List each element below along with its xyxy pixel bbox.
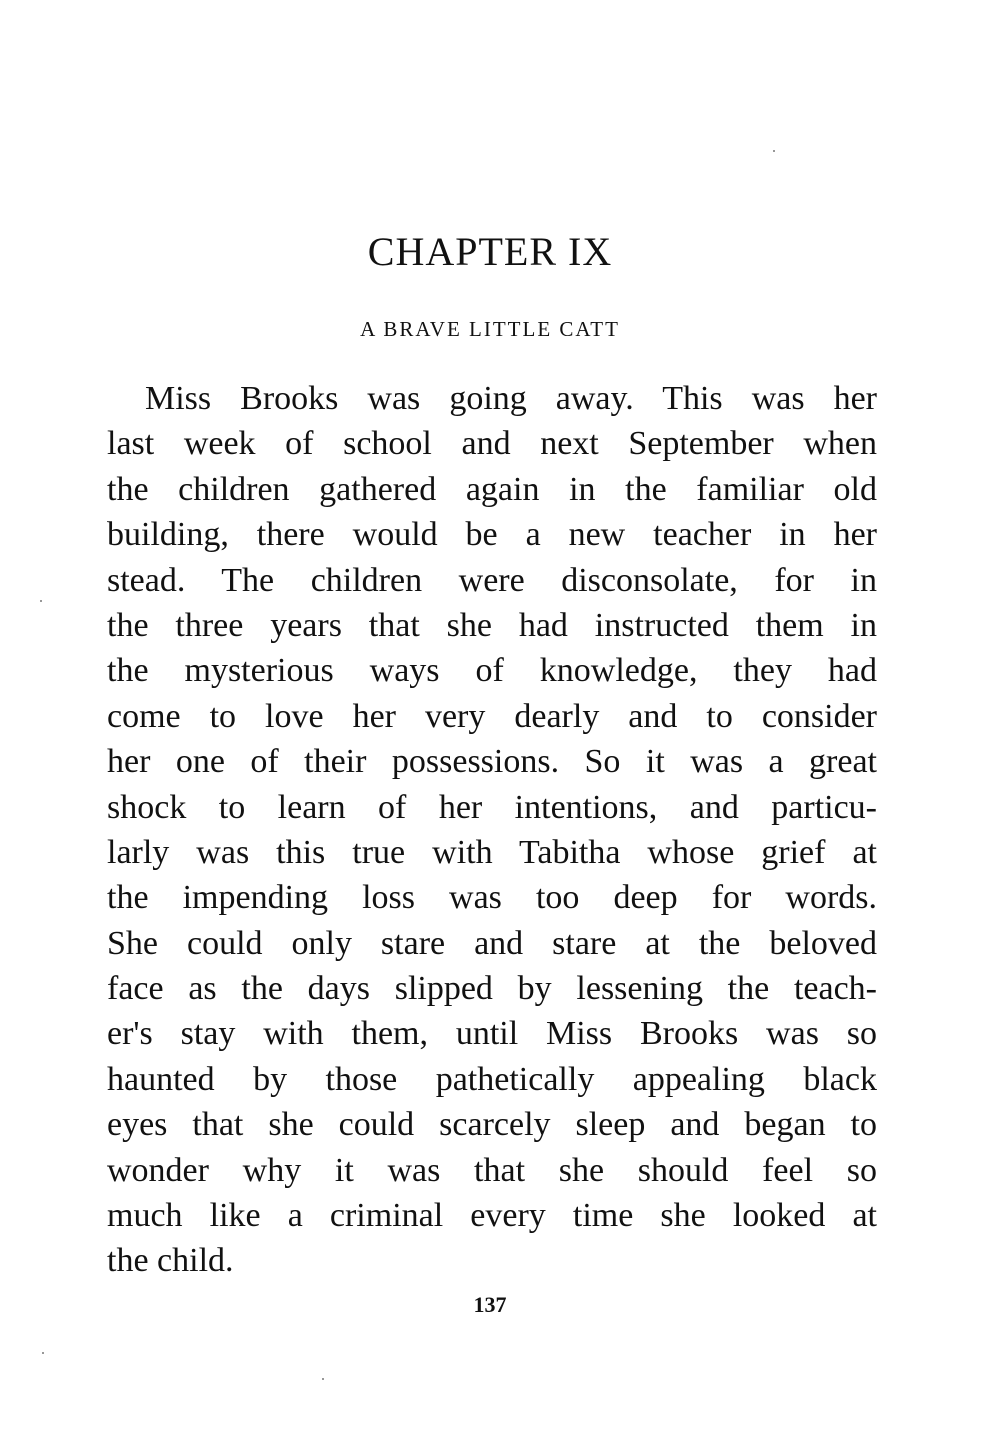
text-line: the child. [107, 1242, 234, 1280]
chapter-heading: CHAPTER IX [367, 229, 613, 274]
text-line: last week of school and next September when [107, 425, 877, 463]
text-line: Miss Brooks was going away. This was her [145, 380, 877, 417]
text-line: er's stay with them, until Miss Brooks was so [107, 1015, 877, 1053]
text-line: building, there would be a new teacher in her [107, 516, 877, 554]
text-line: the children gathered again in the familiar old [107, 470, 877, 508]
text-line: come to love her very dearly and to consider [107, 697, 877, 735]
scan-speck [322, 1378, 324, 1380]
text-line: stead. The children were disconsolate, for in [107, 561, 877, 599]
text-line: the mysterious ways of knowledge, they had [107, 652, 877, 690]
text-line: shock to learn of her intentions, and particu- [107, 788, 877, 826]
text-line: haunted by those pathetically appealing black [107, 1060, 877, 1098]
chapter-title: A BRAVE LITTLE CATT [360, 317, 620, 341]
text-line: much like a criminal every time she looked at [107, 1197, 877, 1235]
text-line: wonder why it was that she should feel so [107, 1151, 877, 1189]
text-line: her one of their possessions. So it was a great [107, 743, 877, 781]
scan-speck [40, 600, 42, 602]
scan-speck [773, 150, 775, 152]
text-line: the three years that she had instructed them in [107, 606, 877, 644]
scan-speck [42, 1352, 44, 1354]
text-line: She could only stare and stare at the beloved [107, 924, 877, 962]
page-number: 137 [473, 1292, 507, 1317]
text-line: face as the days slipped by lessening the teach- [107, 970, 877, 1008]
text-line: the impending loss was too deep for words. [107, 879, 877, 917]
text-line: larly was this true with Tabitha whose grief at [107, 833, 877, 871]
body-paragraph [107, 376, 877, 1284]
text-line: eyes that she could scarcely sleep and began to [107, 1106, 877, 1144]
